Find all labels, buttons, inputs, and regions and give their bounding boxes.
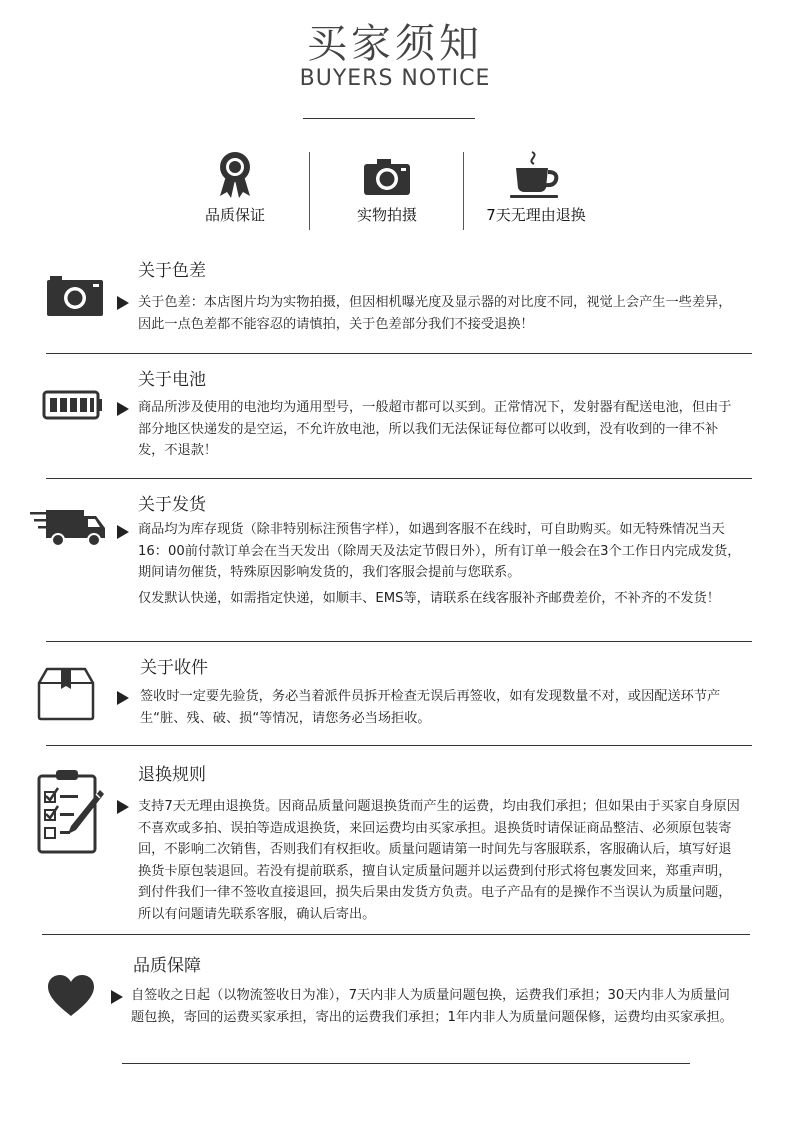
section-title: 关于收件 xyxy=(140,658,208,678)
checklist-pen-icon xyxy=(36,768,106,856)
feature-label: 7天无理由退换 xyxy=(486,206,586,224)
page-title: 买家须知 xyxy=(307,21,483,67)
feature-quality xyxy=(160,150,310,225)
bullet-arrow-icon xyxy=(117,525,129,539)
heart-icon xyxy=(46,974,96,1018)
bullet-arrow-icon xyxy=(117,402,129,416)
feature-7day-return xyxy=(461,150,611,225)
camera-icon xyxy=(46,275,104,317)
section-icon xyxy=(46,974,96,1022)
feature-real-photo xyxy=(312,158,462,225)
section-divider xyxy=(46,745,752,746)
section-icon xyxy=(36,768,106,860)
feature-divider xyxy=(309,152,310,230)
page-subtitle: BUYERS NOTICE xyxy=(299,66,491,91)
section-divider xyxy=(46,353,752,354)
bullet-arrow-icon xyxy=(117,691,129,705)
award-ribbon-icon xyxy=(215,150,255,200)
section-title: 退换规则 xyxy=(138,765,206,785)
section-icon xyxy=(46,275,104,321)
coffee-cup-icon xyxy=(508,150,564,200)
section-icon xyxy=(37,667,95,725)
section-body: 商品所涉及使用的电池均为通用型号，一般超市都可以买到。正常情况下，发射器有配送电池，但由于部分地区快递发的是空运，不允许放电池，所以我们无法保证每位都可以收到，没有收到的一律不补发，不退款！ xyxy=(138,400,732,458)
section-divider xyxy=(46,641,752,642)
section-title: 关于色差 xyxy=(138,261,206,281)
feature-label: 品质保证 xyxy=(204,206,265,224)
section-title: 关于发货 xyxy=(138,495,206,515)
section-body: 关于色差：本店图片均为实物拍摄，但因相机曝光度及显示器的对比度不同，视觉上会产生一些差异，因此一点色差都不能容忍的请慎拍，关于色差部分我们不接受退换！ xyxy=(138,295,732,332)
bullet-arrow-icon xyxy=(117,800,129,814)
section-body: 支持7天无理由退换货。因商品质量问题退换货而产生的运费，均由我们承担；但如果由于买家自身原因不喜欢或多拍、误拍等造成退换货，来回运费均由买家承担。退换货时请保证商品整洁、必须原包装寄回，不影响二次销售，否则我们有权拒收。质量问题请第一时间先与客服联系，客服确认后，填写好退换货卡原包装退回。若没有提前联系，擅自认定质量问题并以运费到付形式将包裹发回来，郑重声明，到付件我们一律不签收直接退回，损失后果由发货方负责。电子产品有的是操作不当误认为质量问题，所以有问题请先联系客服，确认后寄出。 xyxy=(138,799,740,922)
section-divider xyxy=(46,478,752,479)
package-box-icon xyxy=(37,667,95,721)
section-body: 签收时一定要先验货，务必当着派件员拆开检查无误后再签收，如有发现数量不对，或因配送环节产生“脏、残、破、损“等情况，请您务必当场拒收。 xyxy=(140,689,721,726)
delivery-truck-icon xyxy=(28,508,108,548)
section-icon xyxy=(42,390,104,424)
section-divider xyxy=(42,934,750,935)
section-body: 自签收之日起（以物流签收日为准），7天内非人为质量问题包换，运费我们承担；30天内非人为质量问题包换，寄回的运费买家承担，寄出的运费我们承担；1年内非人为质量问题保修，运费均由买家承担。 xyxy=(131,988,733,1025)
bullet-arrow-icon xyxy=(117,296,129,310)
footer-divider xyxy=(122,1063,690,1064)
section-icon xyxy=(28,508,108,552)
section-title: 关于电池 xyxy=(138,370,206,390)
battery-icon xyxy=(42,390,104,420)
bullet-arrow-icon xyxy=(111,990,123,1004)
camera-icon xyxy=(363,158,411,196)
section-title: 品质保障 xyxy=(133,956,201,976)
title-divider xyxy=(303,118,475,119)
feature-label: 实物拍摄 xyxy=(356,206,417,224)
section-body: 商品均为库存现货（除非特别标注预售字样），如遇到客服不在线时，可自助购买。如无特殊情况当天16：00前付款订单会在当天发出（除周天及法定节假日外），所有订单一般会在3个工作日内完成发货，期间请勿催货，特殊原因影响发货的，我们客服会提前与您联系。 仅发默认快递，如需指定快递，如顺丰、EMS等，请联系在线客服补齐邮费差价，不补齐的不发货！ xyxy=(138,522,741,606)
